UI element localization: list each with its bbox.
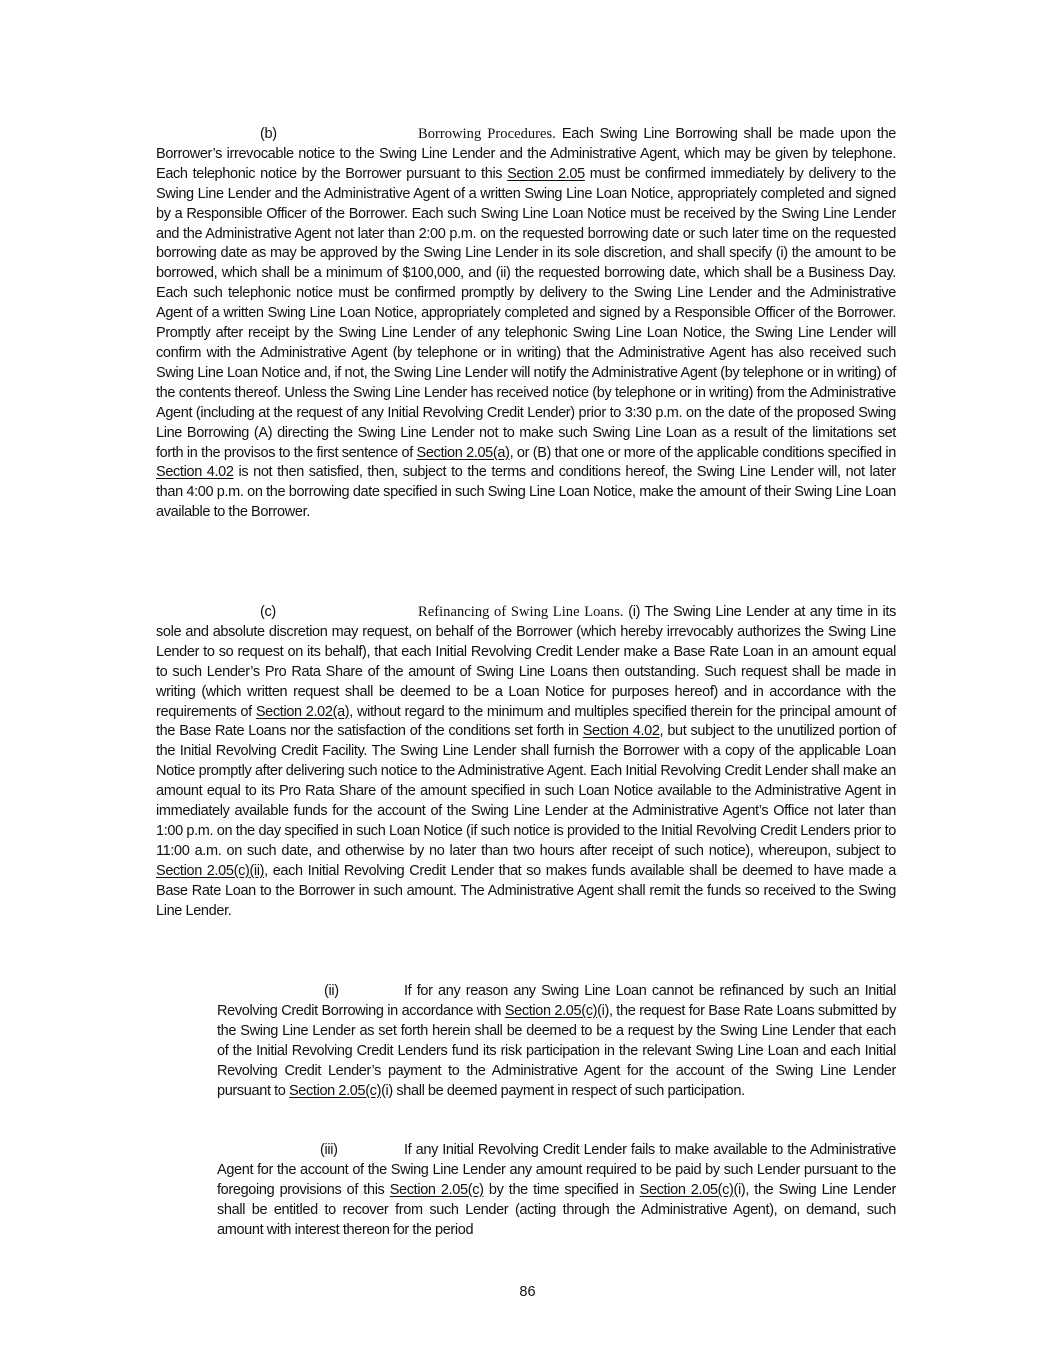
paragraph-b-borrowing-procedures: (b) Borrowing Procedures. Each Swing Line Borrowing shall be made upon the Borrower’s irrevocable notice to the Swing Line Lender and the Administrative Agent, which may be given by telephone. Each telephonic notice by the Borrower pursuant to this Section 2.05 must be confirmed immediately by delivery to the Swing Line Lender and the Administrative Agent of a written Swing Line Loan Notice, appropriately completed and signed by a Responsible Officer of the Borrower. Each such Swing Line Loan Notice must be received by the Swing Line Lender and the Administrative Agent not later than 2:00 p.m. on the requested borrowing date or such later time on the requested borrowing date as may be approved by the Swing Line Lender in its sole discretion, and shall specify (i) the amount to be borrowed, which shall be a minimum of $100,000, and (ii) the requested borrowing date, which shall be a Business Day. Each such telephonic notice must be confirmed promptly by delivery to the Swing Line Lender and the Administrative Agent of a written Swing Line Loan Notice, appropriately completed and signed by a Responsible Officer of the Borrower. Promptly after receipt by the Swing Line Lender of any telephonic Swing Line Loan Notice, the Swing Line Lender will confirm with the Administrative Agent (by telephone or in writing) that the Administrative Agent has also received such Swing Line Loan Notice and, if not, the Swing Line Lender will notify the Administrative Agent (by telephone or in writing) of the contents thereof. Unless the Swing Line Lender has received notice (by telephone or in writing) from the Administrative Agent (including at the request of any Initial Revolving Credit Lender) prior to 3:30 p.m. on the date of the proposed Swing Line Borrowing (A) directing the Swing Line Lender not to make such Swing Line Loan as a result of the limitations set forth in the provisos to the first sentence of Section 2.05(a), or (B) that one or more of the applicable conditions specified in Section 4.02 is not then satisfied, then, subject to the terms and conditions hereof, the Swing Line Lender will, not later than 4:00 p.m. on the borrowing date specified in such Swing Line Loan Notice, make the amount of their Swing Line Loan available to the Borrower. [156, 126, 896, 521]
section-reference: Section 4.02 [582, 723, 660, 740]
section-reference: Section 2.05(c) [389, 1181, 484, 1198]
paragraph-label: (iii) [320, 1142, 338, 1158]
paragraph-heading: Refinancing of Swing Line Loans. [418, 604, 624, 620]
paragraph-iii: (iii) If any Initial Revolving Credit Lender fails to make available to the Administrative Agent for the account of the Swing Line Lender any amount required to be paid by such Lender pursuant to the foregoing provisions of this Section 2.05(c) by the time specified in Section 2.05(c)(i), the Swing Line Lender shall be entitled to recover from such Lender (acting through the Administrative Agent), on demand, such amount with interest thereon for the period [217, 1142, 897, 1238]
section-reference: Section 2.02(a) [255, 703, 350, 720]
paragraph-ii: (ii) If for any reason any Swing Line Loan cannot be refinanced by such an Initial Revolving Credit Borrowing in accordance with Section 2.05(c)(i), the request for Base Rate Loans submitted by the Swing Line Lender as set forth herein shall be deemed to be a request by the Swing Line Lender that each of the Initial Revolving Credit Lenders fund its risk participation in the relevant Swing Line Loan and each Initial Revolving Credit Lender’s payment to the Administrative Agent for the account of the Swing Line Lender pursuant to Section 2.05(c)(i) shall be deemed payment in respect of such participation. [217, 983, 896, 1099]
paragraph-label: (c) [260, 604, 276, 620]
paragraph-heading: Borrowing Procedures. [418, 126, 556, 142]
section-reference: Section 2.05 [507, 165, 585, 182]
paragraph-c-refinancing: (c) Refinancing of Swing Line Loans. (i) The Swing Line Lender at any time in its sole and absolute discretion may request, on behalf of the Borrower (which hereby irrevocably authorizes the Swing Line Lender to so request on its behalf), that each Initial Revolving Credit Lender make a Base Rate Loan in an amount equal to such Lender’s Pro Rata Share of the amount of Swing Line Loans then outstanding. Such request shall be made in writing (which written request shall be deemed to be a Loan Notice for purposes hereof) and in accordance with the requirements of Section 2.02(a), without regard to the minimum and multiples specified therein for the principal amount of the Base Rate Loans nor the satisfaction of the conditions set forth in Section 4.02, but subject to the unutilized portion of the Initial Revolving Credit Facility. The Swing Line Lender shall furnish the Borrower with a copy of the applicable Loan Notice promptly after delivering such notice to the Administrative Agent. Each Initial Revolving Credit Lender shall make an amount equal to its Pro Rata Share of the amount specified in such Loan Notice available to the Administrative Agent in immediately available funds for the account of the Swing Line Lender at the Administrative Agent’s Office not later than 1:00 p.m. on the day specified in such Loan Notice (if such notice is provided to the Initial Revolving Credit Lenders prior to 11:00 a.m. on such date, and otherwise by no later than two hours after receipt of such notice), whereupon, subject to Section 2.05(c)(ii), each Initial Revolving Credit Lender that so makes funds available shall be deemed to have made a Base Rate Loan to the Borrower in such amount. The Administrative Agent shall remit the funds so received to the Swing Line Lender. [156, 604, 897, 919]
section-reference: Section 2.05(c) [504, 1002, 598, 1019]
page-number: 86 [519, 1284, 536, 1300]
paragraph-label: (b) [260, 126, 277, 142]
section-reference: Section 4.02 [156, 464, 234, 481]
paragraph-label: (ii) [324, 983, 339, 999]
section-reference: Section 2.05(c) [288, 1082, 382, 1099]
section-reference: Section 2.05(a) [416, 444, 510, 461]
section-reference: Section 2.05(c) [639, 1181, 734, 1198]
section-reference: Section 2.05(c)(ii) [156, 862, 265, 879]
